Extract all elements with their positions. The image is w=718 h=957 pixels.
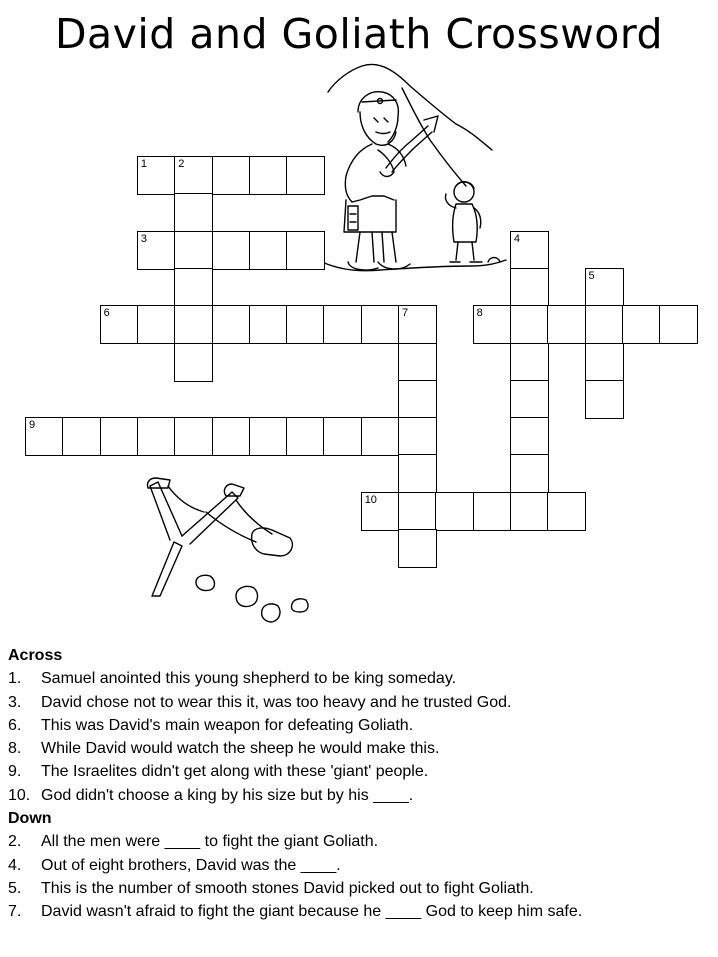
grid-cell[interactable] bbox=[585, 380, 624, 419]
grid-cell[interactable] bbox=[100, 417, 139, 456]
grid-cell[interactable] bbox=[547, 305, 586, 344]
clue-across-8: 8. While David would watch the sheep he would make this. bbox=[8, 740, 440, 758]
clue-down-4: 4. Out of eight brothers, David was the ____. bbox=[8, 856, 341, 874]
grid-cell[interactable] bbox=[212, 231, 251, 270]
grid-cell[interactable] bbox=[249, 231, 288, 270]
grid-cell[interactable] bbox=[510, 305, 549, 344]
grid-cell[interactable] bbox=[249, 305, 288, 344]
grid-cell[interactable] bbox=[398, 492, 437, 531]
clue-number: 3 bbox=[140, 232, 148, 245]
clue-down-5: 5. This is the number of smooth stones David picked out to fight Goliath. bbox=[8, 879, 534, 897]
grid-cell[interactable] bbox=[137, 156, 176, 195]
grid-cell[interactable] bbox=[286, 305, 325, 344]
grid-cell[interactable] bbox=[510, 492, 549, 531]
grid-cell[interactable] bbox=[174, 156, 213, 195]
clue-across-9: 9. The Israelites didn't get along with these 'giant' people. bbox=[8, 763, 429, 781]
grid-cell[interactable] bbox=[510, 380, 549, 419]
grid-cell[interactable] bbox=[398, 417, 437, 456]
clue-number: 8 bbox=[476, 307, 483, 320]
grid-cell[interactable] bbox=[174, 268, 213, 307]
clue-number: 5 bbox=[588, 269, 595, 282]
clue-down-2: 2. All the men were ____ to fight the giant Goliath. bbox=[8, 833, 379, 851]
grid-cell[interactable] bbox=[100, 305, 139, 344]
grid-cell[interactable] bbox=[473, 492, 512, 531]
clue-number: 10 bbox=[364, 493, 377, 506]
clue-number: 4 bbox=[513, 232, 521, 245]
grid-cell[interactable] bbox=[398, 529, 437, 568]
page-title: David and Goliath Crossword bbox=[54, 10, 664, 58]
grid-cell[interactable] bbox=[323, 305, 362, 344]
grid-cell[interactable] bbox=[62, 417, 101, 456]
grid-cell[interactable] bbox=[286, 417, 325, 456]
grid-cell[interactable] bbox=[510, 343, 549, 382]
clues-section bbox=[8, 644, 582, 924]
grid-cell[interactable] bbox=[174, 417, 213, 456]
grid-cell[interactable] bbox=[174, 343, 213, 382]
grid-cell[interactable] bbox=[286, 231, 325, 270]
grid-cell[interactable] bbox=[361, 492, 400, 531]
grid-cell[interactable] bbox=[361, 305, 400, 344]
grid-cell[interactable] bbox=[398, 454, 437, 493]
grid-cell[interactable] bbox=[249, 417, 288, 456]
grid-cell[interactable] bbox=[137, 231, 176, 270]
clue-number: 1 bbox=[140, 158, 148, 170]
grid-cell[interactable] bbox=[323, 417, 362, 456]
across-heading: Across bbox=[8, 647, 63, 664]
grid-cell[interactable] bbox=[25, 417, 64, 456]
clue-across-6: 6. This was David's main weapon for defeating Goliath. bbox=[8, 716, 414, 734]
grid-cell[interactable] bbox=[510, 417, 549, 456]
grid-cell[interactable] bbox=[622, 305, 661, 344]
clue-down-7: 7. David wasn't afraid to fight the giant because he ____ God to keep him safe. bbox=[8, 903, 583, 921]
grid-cell[interactable] bbox=[510, 231, 549, 270]
grid-cell[interactable] bbox=[398, 305, 437, 344]
grid-cell[interactable] bbox=[398, 380, 437, 419]
grid-cell[interactable] bbox=[398, 343, 437, 382]
clue-number: 2 bbox=[178, 158, 185, 170]
grid-cell[interactable] bbox=[585, 343, 624, 382]
grid-cell[interactable] bbox=[174, 305, 213, 344]
grid-cell[interactable] bbox=[585, 305, 624, 344]
grid-cell[interactable] bbox=[212, 417, 251, 456]
grid-cell[interactable] bbox=[249, 156, 288, 195]
grid-cell[interactable] bbox=[137, 417, 176, 456]
clue-number: 6 bbox=[103, 307, 110, 320]
grid-cell[interactable] bbox=[212, 156, 251, 195]
clue-number: 7 bbox=[402, 307, 409, 320]
grid-cell[interactable] bbox=[473, 305, 512, 344]
grid-cell[interactable] bbox=[137, 305, 176, 344]
grid-cell[interactable] bbox=[212, 305, 251, 344]
grid-cell[interactable] bbox=[510, 454, 549, 493]
down-heading: Down bbox=[8, 810, 52, 828]
grid-cell[interactable] bbox=[547, 492, 586, 531]
grid-cell[interactable] bbox=[585, 268, 624, 307]
clue-across-1: 1. Samuel anointed this young shepherd to be king someday. bbox=[8, 670, 457, 688]
grid-cell[interactable] bbox=[510, 268, 549, 307]
grid-cell[interactable] bbox=[286, 156, 325, 195]
grid-cell[interactable] bbox=[361, 417, 400, 456]
clue-across-3: 3. David chose not to wear this it, was too heavy and he trusted God. bbox=[8, 693, 512, 711]
grid-cell[interactable] bbox=[659, 305, 698, 344]
grid-cell[interactable] bbox=[174, 231, 213, 270]
clue-number: 9 bbox=[29, 419, 36, 432]
grid-cell[interactable] bbox=[435, 492, 474, 531]
clue-across-10: 10. God didn't choose a king by his size but by his ____. bbox=[8, 786, 414, 804]
grid-cell[interactable] bbox=[174, 193, 213, 232]
